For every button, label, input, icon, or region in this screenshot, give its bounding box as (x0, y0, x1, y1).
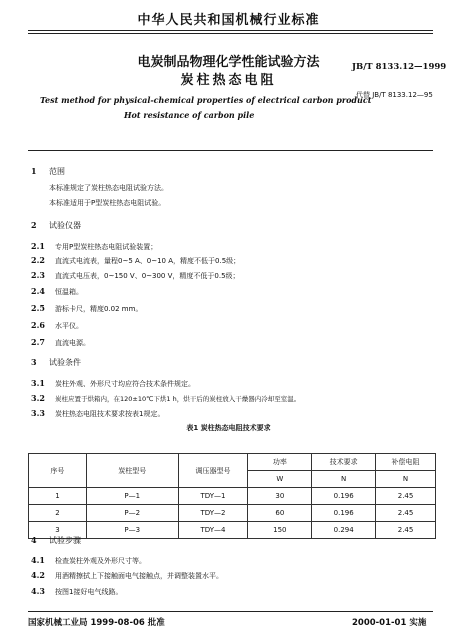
table-row (29, 505, 436, 522)
clause-text: 按图1接好电气线路。 (55, 588, 123, 596)
title-chinese-line2: 炭柱热态电阻 (180, 73, 277, 88)
table-header-row (29, 454, 436, 471)
clause-text: 检查炭柱外观及外形尺寸等。 (55, 557, 146, 565)
cell-seq: 2 (29, 505, 87, 522)
section-1-line: 本标准规定了炭柱热态电阻试验方法。 (49, 184, 168, 192)
clause-text: 直流式电压表，0~150 V、0~300 V，精度不低于0.5级； (55, 272, 240, 280)
clause-text: 炭柱应置于烘箱内，在120±10℃下烘1 h，烘干后的炭柱放入干燥器内冷却至室温。 (55, 395, 301, 403)
section-3-title: 试验条件 (49, 358, 81, 367)
clause-number: 4.2 (31, 570, 45, 580)
clause-number: 2.4 (31, 286, 45, 296)
cell-pile-type: P—3 (86, 522, 178, 539)
section-1-title: 范围 (49, 167, 65, 176)
section-2-title: 试验仪器 (49, 221, 81, 230)
title-divider (28, 150, 433, 151)
header-rule-top (28, 30, 433, 31)
cell-resistor-type: TDY—1 (178, 488, 248, 505)
clause-number: 2.5 (31, 303, 45, 313)
title-english-line2: Hot resistance of carbon pile (124, 110, 255, 120)
cell-pressure: 0.196 (312, 505, 376, 522)
clause-text: 炭柱热态电阻技术要求按表1规定。 (55, 410, 165, 418)
cell-pressure: 0.196 (312, 488, 376, 505)
clause-text: 直流式电流表，量程0~5 A、0~10 A，精度不低于0.5级； (55, 257, 241, 265)
cell-pile-type: P—1 (86, 488, 178, 505)
header-rule-bottom (28, 33, 433, 34)
header-power: 功率 (248, 454, 312, 471)
approval-info: 国家机械工业局 1999-08-06 批准 (28, 618, 165, 628)
header-pressure: 技术要求 (312, 454, 376, 471)
clause-text: 水平仪。 (55, 322, 83, 330)
standard-code: JB/T 8133.12—1999 (352, 62, 447, 72)
header-pile-type: 炭柱型号 (86, 454, 178, 488)
unit-terminal: N (376, 471, 436, 488)
title-chinese-line1: 电炭制品物理化学性能试验方法 (137, 55, 320, 70)
clause-text: 恒温箱。 (55, 288, 83, 296)
section-3-number: 3 (31, 357, 37, 367)
cell-resistor-type: TDY—4 (178, 522, 248, 539)
clause-number: 3.1 (31, 378, 45, 388)
clause-number: 4.3 (31, 586, 45, 596)
section-4-title: 试验步骤 (49, 536, 81, 545)
cell-terminal: 2.45 (376, 505, 436, 522)
clause-number: 2.3 (31, 270, 45, 280)
unit-pressure: N (312, 471, 376, 488)
section-2-number: 2 (31, 220, 37, 230)
clause-text: 炭柱外观、外形尺寸均应符合技术条件规定。 (55, 380, 195, 388)
table-caption: 表1 炭柱热态电阻技术要求 (186, 424, 271, 432)
cell-pile-type: P—2 (86, 505, 178, 522)
header-terminal: 补偿电阻 (376, 454, 436, 471)
clause-text: 游标卡尺，精度0.02 mm。 (55, 305, 143, 313)
clause-number: 2.7 (31, 337, 45, 347)
replaces-code: 代替 JB/T 8133.12—95 (356, 91, 433, 99)
title-english-line1: Test method for physical-chemical properties of electrical carbon product (40, 95, 372, 105)
standard-header: 中华人民共和国机械行业标准 (137, 13, 320, 28)
table-row (29, 488, 436, 505)
unit-power: W (248, 471, 312, 488)
technical-requirements-table (28, 453, 436, 539)
clause-text: 用酒精擦拭上下接触面电气接触点，并调整装置水平。 (55, 572, 223, 580)
section-1-number: 1 (31, 166, 37, 176)
section-1-line: 本标准适用于P型炭柱热态电阻试验。 (49, 199, 166, 207)
cell-pressure: 0.294 (312, 522, 376, 539)
section-4-number: 4 (31, 535, 37, 545)
cell-power: 60 (248, 505, 312, 522)
implementation-date: 2000-01-01 实施 (352, 618, 427, 628)
clause-number: 3.2 (31, 393, 45, 403)
header-seq: 序号 (29, 454, 87, 488)
clause-text: 专用P型炭柱热态电阻试验装置； (55, 243, 158, 251)
clause-number: 2.6 (31, 320, 45, 330)
table-row (29, 522, 436, 539)
cell-power: 150 (248, 522, 312, 539)
clause-number: 2.2 (31, 255, 45, 265)
cell-terminal: 2.45 (376, 522, 436, 539)
header-resistor-type: 调压器型号 (178, 454, 248, 488)
clause-number: 2.1 (31, 241, 45, 251)
cell-seq: 3 (29, 522, 87, 539)
clause-number: 4.1 (31, 555, 45, 565)
cell-resistor-type: TDY—2 (178, 505, 248, 522)
cell-seq: 1 (29, 488, 87, 505)
cell-terminal: 2.45 (376, 488, 436, 505)
clause-text: 直流电源。 (55, 339, 90, 347)
footer-rule (28, 611, 433, 612)
cell-power: 30 (248, 488, 312, 505)
clause-number: 3.3 (31, 408, 45, 418)
